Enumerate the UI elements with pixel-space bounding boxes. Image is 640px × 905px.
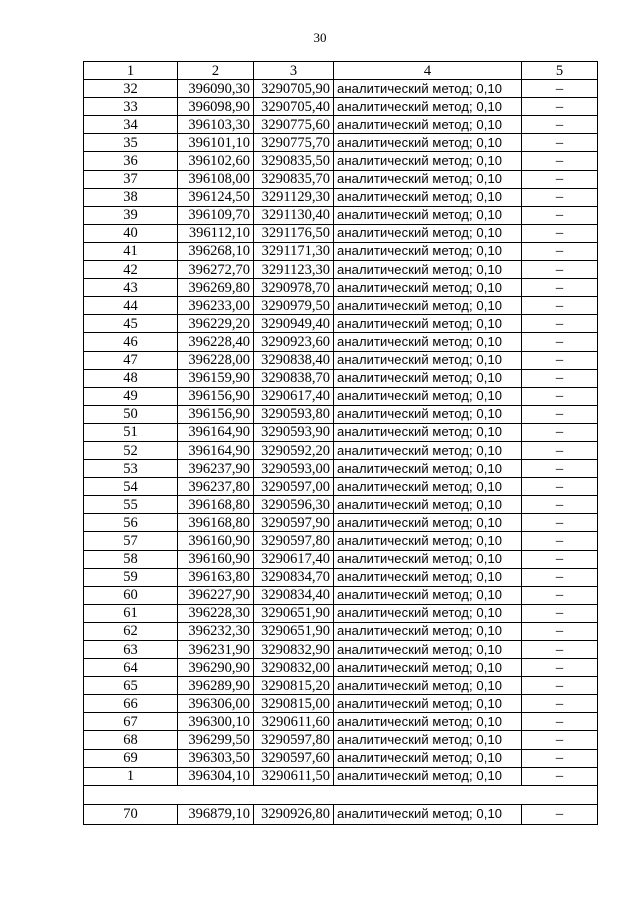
- description-cell: –: [522, 369, 598, 387]
- method-accuracy-cell: аналитический метод; 0,10: [334, 496, 522, 514]
- method-accuracy-cell: аналитический метод; 0,10: [334, 242, 522, 260]
- method-accuracy-cell: аналитический метод; 0,10: [334, 333, 522, 351]
- y-coordinate-cell: 3290979,50: [254, 297, 334, 315]
- y-coordinate-cell: 3290705,90: [254, 80, 334, 98]
- method-accuracy-cell: аналитический метод; 0,10: [334, 351, 522, 369]
- x-coordinate-cell: 396231,90: [178, 641, 254, 659]
- y-coordinate-cell: 3290838,70: [254, 369, 334, 387]
- method-accuracy-cell: аналитический метод; 0,10: [334, 767, 522, 785]
- description-cell: –: [522, 460, 598, 478]
- x-coordinate-cell: 396299,50: [178, 731, 254, 749]
- description-cell: –: [522, 116, 598, 134]
- y-coordinate-cell: 3290923,60: [254, 333, 334, 351]
- header-cell-3: 3: [254, 62, 334, 80]
- table-row: [84, 405, 598, 423]
- y-coordinate-cell: 3290597,60: [254, 749, 334, 767]
- header-cell-1: 1: [84, 62, 178, 80]
- y-coordinate-cell: 3290834,40: [254, 586, 334, 604]
- point-number-cell: 64: [84, 659, 178, 677]
- description-cell: –: [522, 478, 598, 496]
- y-coordinate-cell: 3290592,20: [254, 441, 334, 459]
- y-coordinate-cell: 3290775,70: [254, 134, 334, 152]
- description-cell: –: [522, 80, 598, 98]
- table-row: [84, 749, 598, 767]
- description-cell: –: [522, 441, 598, 459]
- y-coordinate-cell: 3291129,30: [254, 188, 334, 206]
- x-coordinate-cell: 396156,90: [178, 405, 254, 423]
- description-cell: –: [522, 170, 598, 188]
- description-cell: –: [522, 749, 598, 767]
- y-coordinate-cell: 3290596,30: [254, 496, 334, 514]
- point-number-cell: 43: [84, 279, 178, 297]
- table-row: [84, 98, 598, 116]
- y-coordinate-cell: 3290926,80: [254, 804, 334, 824]
- point-number-cell: 51: [84, 423, 178, 441]
- point-number-cell: 65: [84, 677, 178, 695]
- method-accuracy-cell: аналитический метод; 0,10: [334, 749, 522, 767]
- y-coordinate-cell: 3291171,30: [254, 242, 334, 260]
- coordinates-table: [83, 61, 598, 825]
- method-accuracy-cell: аналитический метод; 0,10: [334, 224, 522, 242]
- point-number-cell: 33: [84, 98, 178, 116]
- method-accuracy-cell: аналитический метод; 0,10: [334, 659, 522, 677]
- method-accuracy-cell: аналитический метод; 0,10: [334, 134, 522, 152]
- x-coordinate-cell: 396112,10: [178, 224, 254, 242]
- point-number-cell: 55: [84, 496, 178, 514]
- description-cell: –: [522, 804, 598, 824]
- table-row: [84, 242, 598, 260]
- x-coordinate-cell: 396103,30: [178, 116, 254, 134]
- method-accuracy-cell: аналитический метод; 0,10: [334, 532, 522, 550]
- description-cell: –: [522, 405, 598, 423]
- x-coordinate-cell: 396160,90: [178, 550, 254, 568]
- y-coordinate-cell: 3290832,00: [254, 659, 334, 677]
- point-number-cell: 37: [84, 170, 178, 188]
- x-coordinate-cell: 396290,90: [178, 659, 254, 677]
- method-accuracy-cell: аналитический метод; 0,10: [334, 261, 522, 279]
- method-accuracy-cell: аналитический метод; 0,10: [334, 369, 522, 387]
- table-row: [84, 297, 598, 315]
- x-coordinate-cell: 396268,10: [178, 242, 254, 260]
- description-cell: –: [522, 695, 598, 713]
- method-accuracy-cell: аналитический метод; 0,10: [334, 550, 522, 568]
- method-accuracy-cell: аналитический метод; 0,10: [334, 206, 522, 224]
- method-accuracy-cell: аналитический метод; 0,10: [334, 405, 522, 423]
- point-number-cell: 46: [84, 333, 178, 351]
- x-coordinate-cell: 396160,90: [178, 532, 254, 550]
- description-cell: –: [522, 134, 598, 152]
- point-number-cell: 34: [84, 116, 178, 134]
- description-cell: –: [522, 586, 598, 604]
- table-row: [84, 224, 598, 242]
- y-coordinate-cell: 3290832,90: [254, 641, 334, 659]
- point-number-cell: 58: [84, 550, 178, 568]
- y-coordinate-cell: 3291130,40: [254, 206, 334, 224]
- x-coordinate-cell: 396108,00: [178, 170, 254, 188]
- header-cell-2: 2: [178, 62, 254, 80]
- method-accuracy-cell: аналитический метод; 0,10: [334, 586, 522, 604]
- table-row: [84, 387, 598, 405]
- table-row: [84, 641, 598, 659]
- point-number-cell: 66: [84, 695, 178, 713]
- x-coordinate-cell: 396109,70: [178, 206, 254, 224]
- description-cell: –: [522, 713, 598, 731]
- x-coordinate-cell: 396098,90: [178, 98, 254, 116]
- x-coordinate-cell: 396090,30: [178, 80, 254, 98]
- x-coordinate-cell: 396228,00: [178, 351, 254, 369]
- y-coordinate-cell: 3290651,90: [254, 622, 334, 640]
- x-coordinate-cell: 396227,90: [178, 586, 254, 604]
- y-coordinate-cell: 3291176,50: [254, 224, 334, 242]
- method-accuracy-cell: аналитический метод; 0,10: [334, 170, 522, 188]
- x-coordinate-cell: 396101,10: [178, 134, 254, 152]
- description-cell: –: [522, 496, 598, 514]
- x-coordinate-cell: 396237,80: [178, 478, 254, 496]
- x-coordinate-cell: 396163,80: [178, 568, 254, 586]
- y-coordinate-cell: 3290617,40: [254, 387, 334, 405]
- x-coordinate-cell: 396879,10: [178, 804, 254, 824]
- point-number-cell: 32: [84, 80, 178, 98]
- x-coordinate-cell: 396306,00: [178, 695, 254, 713]
- table-row: [84, 333, 598, 351]
- method-accuracy-cell: аналитический метод; 0,10: [334, 731, 522, 749]
- method-accuracy-cell: аналитический метод; 0,10: [334, 677, 522, 695]
- table-row: [84, 351, 598, 369]
- method-accuracy-cell: аналитический метод; 0,10: [334, 478, 522, 496]
- y-coordinate-cell: 3290834,70: [254, 568, 334, 586]
- table-row: [84, 550, 598, 568]
- table-row: [84, 804, 598, 824]
- description-cell: –: [522, 423, 598, 441]
- method-accuracy-cell: аналитический метод; 0,10: [334, 279, 522, 297]
- x-coordinate-cell: 396269,80: [178, 279, 254, 297]
- description-cell: –: [522, 622, 598, 640]
- table-row: [84, 659, 598, 677]
- y-coordinate-cell: 3290651,90: [254, 604, 334, 622]
- y-coordinate-cell: 3290597,90: [254, 514, 334, 532]
- point-number-cell: 39: [84, 206, 178, 224]
- header-cell-5: 5: [522, 62, 598, 80]
- point-number-cell: 36: [84, 152, 178, 170]
- x-coordinate-cell: 396303,50: [178, 749, 254, 767]
- method-accuracy-cell: аналитический метод; 0,10: [334, 315, 522, 333]
- table-row: [84, 134, 598, 152]
- method-accuracy-cell: аналитический метод; 0,10: [334, 441, 522, 459]
- table-row: [84, 713, 598, 731]
- y-coordinate-cell: 3290835,70: [254, 170, 334, 188]
- y-coordinate-cell: 3291123,30: [254, 261, 334, 279]
- description-cell: –: [522, 387, 598, 405]
- description-cell: –: [522, 297, 598, 315]
- table-row: [84, 622, 598, 640]
- point-number-cell: 48: [84, 369, 178, 387]
- description-cell: –: [522, 731, 598, 749]
- y-coordinate-cell: 3290835,50: [254, 152, 334, 170]
- y-coordinate-cell: 3290611,60: [254, 713, 334, 731]
- table-row: [84, 206, 598, 224]
- x-coordinate-cell: 396156,90: [178, 387, 254, 405]
- y-coordinate-cell: 3290611,50: [254, 767, 334, 785]
- y-coordinate-cell: 3290597,00: [254, 478, 334, 496]
- description-cell: –: [522, 206, 598, 224]
- point-number-cell: 59: [84, 568, 178, 586]
- x-coordinate-cell: 396164,90: [178, 423, 254, 441]
- method-accuracy-cell: аналитический метод; 0,10: [334, 713, 522, 731]
- table-row: [84, 152, 598, 170]
- description-cell: –: [522, 568, 598, 586]
- y-coordinate-cell: 3290597,80: [254, 532, 334, 550]
- point-number-cell: 61: [84, 604, 178, 622]
- point-number-cell: 35: [84, 134, 178, 152]
- point-number-cell: 52: [84, 441, 178, 459]
- point-number-cell: 45: [84, 315, 178, 333]
- y-coordinate-cell: 3290838,40: [254, 351, 334, 369]
- point-number-cell: 38: [84, 188, 178, 206]
- description-cell: –: [522, 315, 598, 333]
- description-cell: –: [522, 677, 598, 695]
- table-row: [84, 767, 598, 785]
- y-coordinate-cell: 3290705,40: [254, 98, 334, 116]
- point-number-cell: 56: [84, 514, 178, 532]
- page-number: 30: [313, 30, 327, 45]
- table-row: [84, 695, 598, 713]
- x-coordinate-cell: 396229,20: [178, 315, 254, 333]
- method-accuracy-cell: аналитический метод; 0,10: [334, 568, 522, 586]
- table-row: [84, 496, 598, 514]
- table-row: [84, 731, 598, 749]
- method-accuracy-cell: аналитический метод; 0,10: [334, 98, 522, 116]
- table-row: [84, 369, 598, 387]
- description-cell: –: [522, 188, 598, 206]
- separator-cell: [84, 785, 598, 804]
- x-coordinate-cell: 396102,60: [178, 152, 254, 170]
- table-row: [84, 677, 598, 695]
- point-number-cell: 68: [84, 731, 178, 749]
- point-number-cell: 57: [84, 532, 178, 550]
- method-accuracy-cell: аналитический метод; 0,10: [334, 804, 522, 824]
- table-row: [84, 279, 598, 297]
- description-cell: –: [522, 333, 598, 351]
- method-accuracy-cell: аналитический метод; 0,10: [334, 387, 522, 405]
- description-cell: –: [522, 98, 598, 116]
- method-accuracy-cell: аналитический метод; 0,10: [334, 80, 522, 98]
- y-coordinate-cell: 3290949,40: [254, 315, 334, 333]
- point-number-cell: 42: [84, 261, 178, 279]
- method-accuracy-cell: аналитический метод; 0,10: [334, 152, 522, 170]
- table-row: [84, 460, 598, 478]
- y-coordinate-cell: 3290617,40: [254, 550, 334, 568]
- description-cell: –: [522, 659, 598, 677]
- x-coordinate-cell: 396159,90: [178, 369, 254, 387]
- table-row: [84, 532, 598, 550]
- x-coordinate-cell: 396124,50: [178, 188, 254, 206]
- description-cell: –: [522, 514, 598, 532]
- table-row: [84, 441, 598, 459]
- point-number-cell: 41: [84, 242, 178, 260]
- x-coordinate-cell: 396300,10: [178, 713, 254, 731]
- x-coordinate-cell: 396232,30: [178, 622, 254, 640]
- point-number-cell: 70: [84, 804, 178, 824]
- point-number-cell: 40: [84, 224, 178, 242]
- method-accuracy-cell: аналитический метод; 0,10: [334, 514, 522, 532]
- point-number-cell: 54: [84, 478, 178, 496]
- x-coordinate-cell: 396237,90: [178, 460, 254, 478]
- x-coordinate-cell: 396304,10: [178, 767, 254, 785]
- table-row: [84, 315, 598, 333]
- method-accuracy-cell: аналитический метод; 0,10: [334, 116, 522, 134]
- point-number-cell: 60: [84, 586, 178, 604]
- table-row: [84, 170, 598, 188]
- table-row: [84, 188, 598, 206]
- method-accuracy-cell: аналитический метод; 0,10: [334, 188, 522, 206]
- method-accuracy-cell: аналитический метод; 0,10: [334, 460, 522, 478]
- point-number-cell: 44: [84, 297, 178, 315]
- y-coordinate-cell: 3290593,90: [254, 423, 334, 441]
- table-row: [84, 568, 598, 586]
- x-coordinate-cell: 396272,70: [178, 261, 254, 279]
- point-number-cell: 53: [84, 460, 178, 478]
- point-number-cell: 67: [84, 713, 178, 731]
- description-cell: –: [522, 767, 598, 785]
- x-coordinate-cell: 396168,80: [178, 514, 254, 532]
- table-row: [84, 116, 598, 134]
- y-coordinate-cell: 3290593,80: [254, 405, 334, 423]
- y-coordinate-cell: 3290815,20: [254, 677, 334, 695]
- table-row: [84, 478, 598, 496]
- point-number-cell: 50: [84, 405, 178, 423]
- x-coordinate-cell: 396228,30: [178, 604, 254, 622]
- description-cell: –: [522, 279, 598, 297]
- description-cell: –: [522, 550, 598, 568]
- y-coordinate-cell: 3290593,00: [254, 460, 334, 478]
- y-coordinate-cell: 3290597,80: [254, 731, 334, 749]
- description-cell: –: [522, 532, 598, 550]
- header-cell-4: 4: [334, 62, 522, 80]
- table-header-row: [84, 62, 598, 80]
- method-accuracy-cell: аналитический метод; 0,10: [334, 297, 522, 315]
- x-coordinate-cell: 396228,40: [178, 333, 254, 351]
- table-row: [84, 423, 598, 441]
- y-coordinate-cell: 3290815,00: [254, 695, 334, 713]
- point-number-cell: 49: [84, 387, 178, 405]
- table-row: [84, 514, 598, 532]
- point-number-cell: 69: [84, 749, 178, 767]
- point-number-cell: 47: [84, 351, 178, 369]
- method-accuracy-cell: аналитический метод; 0,10: [334, 622, 522, 640]
- y-coordinate-cell: 3290775,60: [254, 116, 334, 134]
- description-cell: –: [522, 641, 598, 659]
- description-cell: –: [522, 604, 598, 622]
- point-number-cell: 62: [84, 622, 178, 640]
- method-accuracy-cell: аналитический метод; 0,10: [334, 641, 522, 659]
- table-row: [84, 604, 598, 622]
- coordinates-table-body: [84, 62, 598, 825]
- table-separator-row: [84, 785, 598, 804]
- table-row: [84, 80, 598, 98]
- x-coordinate-cell: 396233,00: [178, 297, 254, 315]
- description-cell: –: [522, 242, 598, 260]
- point-number-cell: 1: [84, 767, 178, 785]
- table-row: [84, 586, 598, 604]
- method-accuracy-cell: аналитический метод; 0,10: [334, 423, 522, 441]
- x-coordinate-cell: 396164,90: [178, 441, 254, 459]
- x-coordinate-cell: 396168,80: [178, 496, 254, 514]
- method-accuracy-cell: аналитический метод; 0,10: [334, 604, 522, 622]
- y-coordinate-cell: 3290978,70: [254, 279, 334, 297]
- method-accuracy-cell: аналитический метод; 0,10: [334, 695, 522, 713]
- description-cell: –: [522, 261, 598, 279]
- description-cell: –: [522, 152, 598, 170]
- description-cell: –: [522, 224, 598, 242]
- description-cell: –: [522, 351, 598, 369]
- table-row: [84, 261, 598, 279]
- x-coordinate-cell: 396289,90: [178, 677, 254, 695]
- point-number-cell: 63: [84, 641, 178, 659]
